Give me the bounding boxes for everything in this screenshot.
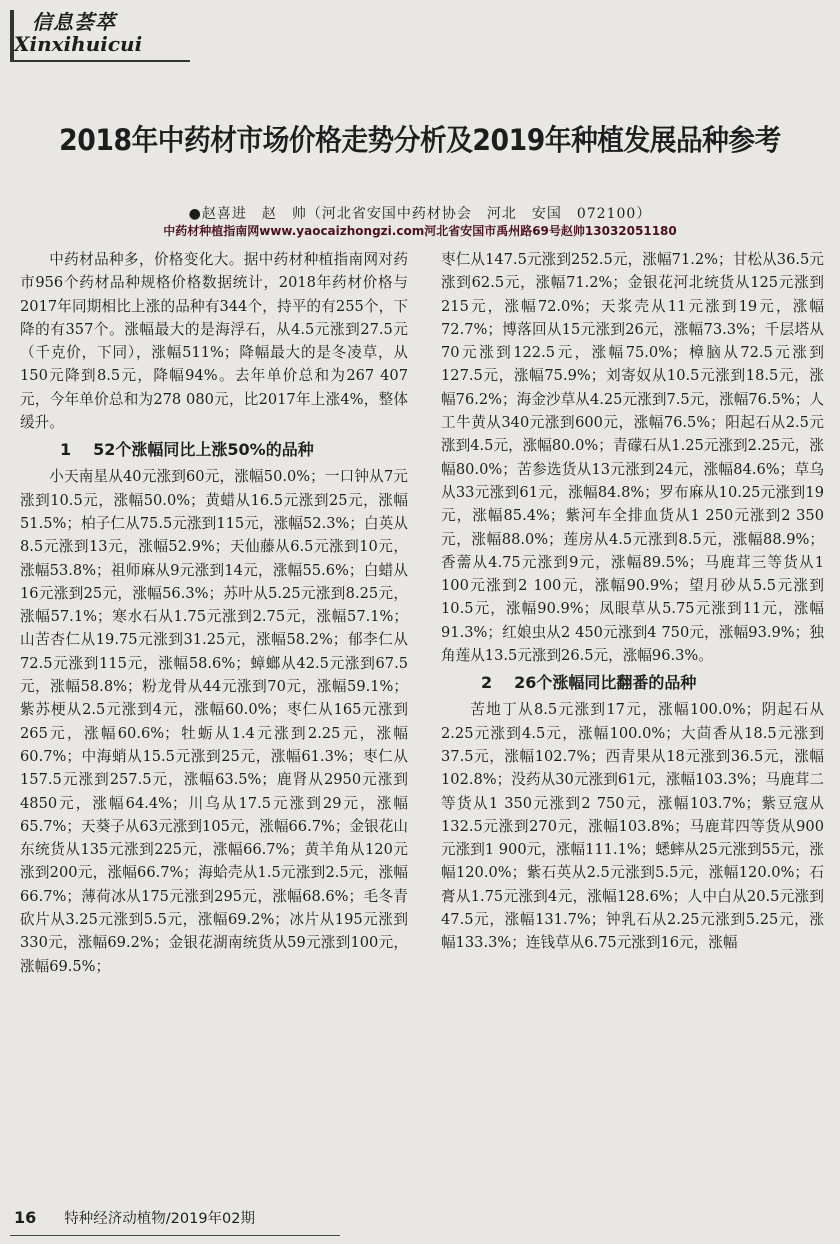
section-1-heading xyxy=(20,438,408,462)
section-name-cn: 信息荟萃 xyxy=(32,10,116,34)
footer-rule xyxy=(10,1235,340,1236)
section-2-title: 26个涨幅同比翻番的品种 xyxy=(514,673,697,693)
section-2-heading xyxy=(441,671,824,695)
section-2-body: 苦地丁从8.5元涨到17元，涨幅100.0%；阴起石从2.25元涨到4.5元，涨幅100.0%；大茴香从18.5元涨到37.5元，涨幅102.7%；西青果从18元涨到36.5元，涨幅102.8%；没药从30元涨到61元，涨幅103.3%；马鹿茸二等货从1 350元涨到2 750元，涨幅103.7%；紫豆寇从132.5元涨到270元，涨幅103.8%；马鹿茸四等货从900元涨到1 900元，涨幅111.1%；蟋蟀从25元涨到55元，涨幅120.0%；紫石英从2.5元涨到5.5元，涨幅120.0%；石膏从1.75元涨到4元，涨幅128.6%；人中白从20.5元涨到47.5元，涨幅131.7%；钟乳石从2.25元涨到5.25元，涨幅133.3%；连钱草从6.75元涨到16元，涨幅 xyxy=(441,701,824,952)
page-number: 16 xyxy=(14,1208,37,1227)
section-name-en: Xinxihuicui xyxy=(14,32,143,56)
section-1-body-left: 小天南星从40元涨到60元，涨幅50.0%；一口钟从7元涨到10.5元，涨幅50.0%；黄蜡从16.5元涨到25元，涨幅51.5%；柏子仁从75.5元涨到115元，涨幅52.3%；白英从8.5元涨到13元，涨幅52.9%；天仙藤从6.5元涨到10元，涨幅53.8%；祖师麻从9元涨到14元，涨幅55.6%；白蜡从16元涨到25元，涨幅56.3%；苏叶从5.25元涨到8.25元，涨幅57.1%；寒水石从1.75元涨到2.75元，涨幅57.1%；山苦杏仁从19.75元涨到31.25元，涨幅58.2%；郁李仁从72.5元涨到115元，涨幅58.6%；蟑螂从42.5元涨到67.5元，涨幅58.8%；粉龙骨从44元涨到70元，涨幅59.1%；紫苏梗从2.5元涨到4元，涨幅60.0%；枣仁从165元涨到265元，涨幅60.6%；牡蛎从1.4元涨到2.25元，涨幅60.7%；中海蛸从15.5元涨到25元，涨幅61.3%；枣仁从157.5元涨到257.5元，涨幅63.5%；鹿肾从2950元涨到4850元，涨幅64.4%；川乌从17.5元涨到29元，涨幅65.7%；天葵子从63元涨到105元，涨幅66.7%；金银花山东统货从135元涨到225元，涨幅66.7%；黄羊角从120元涨到200元，涨幅66.7%；海蛤壳从1.5元涨到2.5元，涨幅66.7%；薄荷冰从175元涨到295元，涨幅68.6%；毛冬青砍片从3.25元涨到5.5元，涨幅69.2%；冰片从195元涨到330元，涨幅69.2%；金银花湖南统货从59元涨到100元，涨幅69.5%； xyxy=(20,468,408,975)
watermark-text: 中药材种植指南网www.yaocaizhongzi.com河北省安国市禹州路69号赵帅13032051180 xyxy=(163,224,677,238)
left-column xyxy=(20,248,408,978)
right-column xyxy=(441,248,824,955)
section-1-body-right: 枣仁从147.5元涨到252.5元，涨幅71.2%；甘松从36.5元涨到62.5元，涨幅71.2%；金银花河北统货从125元涨到215元，涨幅72.0%；天浆壳从11元涨到19元，涨幅72.7%；博落回从15元涨到26元，涨幅73.3%；千层塔从70元涨到122.5元，涨幅75.0%；樟脑从72.5元涨到127.5元，涨幅75.9%；刘寄奴从10.5元涨到18.5元，涨幅76.2%；海金沙草从4.25元涨到7.5元，涨幅76.5%；人工牛黄从340元涨到600元，涨幅76.5%；阳起石从2.5元涨到4.5元，涨幅80.0%；青礞石从1.25元涨到2.25元，涨幅80.0%；苦参选货从13元涨到24元，涨幅84.6%；草乌从33元涨到61元，涨幅84.8%；罗布麻从10.25元涨到19元，涨幅85.4%；紫河车全排血货从1 250元涨到2 350元，涨幅88.0%；莲房从4.5元涨到8.5元，涨幅88.9%；香薷从4.75元涨到9元，涨幅89.5%；马鹿茸三等货从1 100元涨到2 100元，涨幅90.9%；望月砂从5.5元涨到10.5元，涨幅90.9%；凤眼草从5.75元涨到11元，涨幅91.3%；红娘虫从2 450元涨到4 750元，涨幅93.9%；独角莲从13.5元涨到26.5元，涨幅96.3%。 xyxy=(441,251,824,665)
page-footer xyxy=(14,1207,255,1228)
header-underline xyxy=(10,60,190,62)
section-1-title: 52个涨幅同比上涨50%的品种 xyxy=(93,440,314,460)
intro-paragraph: 中药材品种多，价格变化大。据中药材种植指南网对药市956个药材品种规格价格数据统计，2018年药材价格与2017年同期相比上涨的品种有344个，持平的有255个，下降的有357个。涨幅最大的是海浮石，从4.5元涨到27.5元（千克价，下同），涨幅511%；降幅最大的是冬凌草，从150元降到8.5元，降幅94%。去年单价总和为267 407元，今年单价总和为278 080元，比2017年上涨4%，整体缓升。 xyxy=(20,251,408,432)
article-title: 2018年中药材市场价格走势分析及2019年种植发展品种参考 xyxy=(59,123,781,157)
article-byline: ●赵喜进 赵 帅（河北省安国中药材协会 河北 安国 072100） xyxy=(188,206,652,222)
section-1-number: 1 xyxy=(60,440,72,460)
section-header xyxy=(10,2,200,64)
journal-name: 特种经济动植物/2019年02期 xyxy=(64,1211,256,1227)
section-2-number: 2 xyxy=(481,673,493,693)
